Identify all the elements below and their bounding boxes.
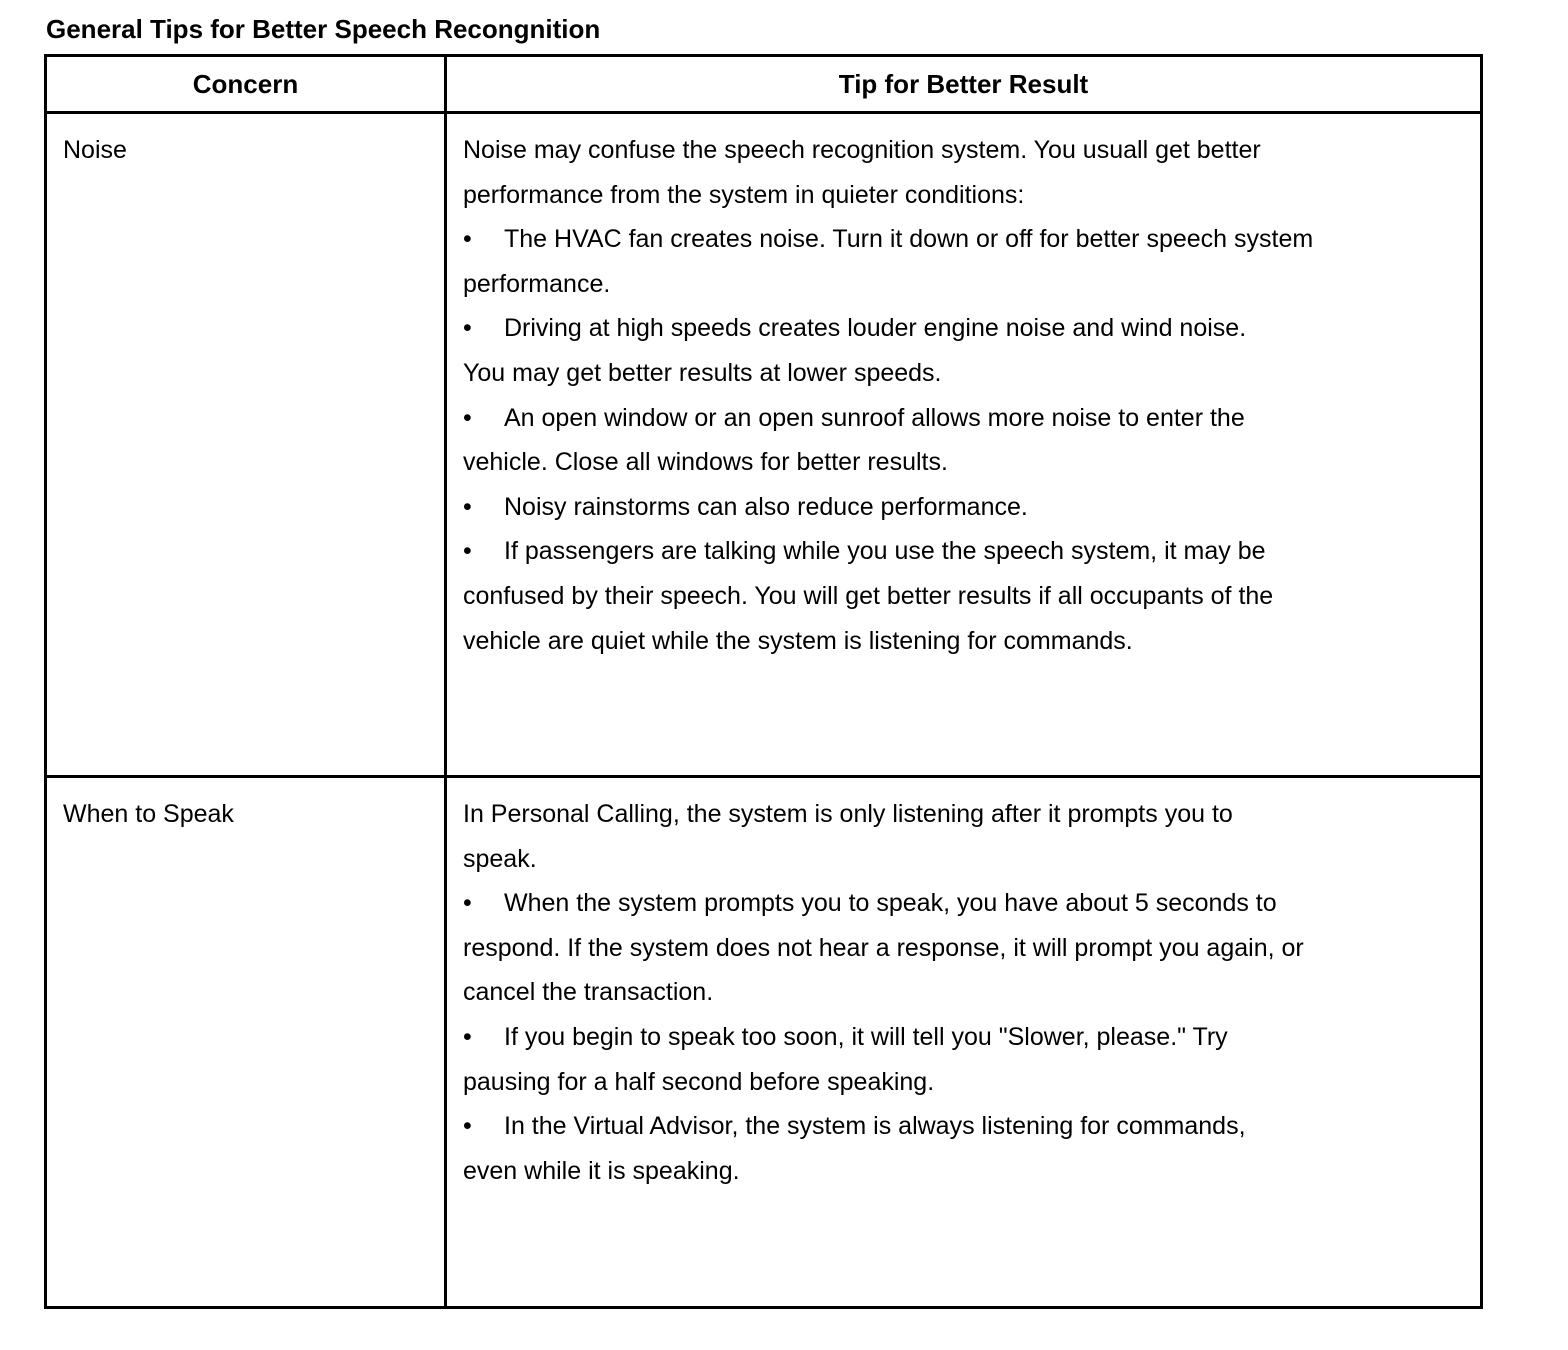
tip-bullet-line [463,485,1460,530]
tips-table [44,54,1483,1309]
concern-cell: When to Speak [46,777,446,1308]
tip-cell [446,777,1482,1308]
tip-bullet-text: The HVAC fan creates noise. Turn it down or off for better speech system [504,225,1314,254]
column-header-tip: Tip for Better Result [446,56,1482,113]
bullet-icon: • [463,1112,472,1141]
tip-bullet-line [463,306,1460,351]
tip-text-line: vehicle. Close all windows for better results. [463,448,948,477]
tip-bullet-text: If passengers are talking while you use the speech system, it may be [504,537,1266,566]
tip-bullet-text: An open window or an open sunroof allows more noise to enter the [504,403,1245,432]
tip-bullet-text: Noisy rainstorms can also reduce performance. [504,492,1028,521]
tip-text-line: performance. [463,269,611,298]
tip-bullet-line [463,217,1460,262]
tip-cell [446,113,1482,777]
tip-bullet-line [463,1104,1460,1149]
bullet-icon: • [463,314,472,343]
tip-bullet-line [463,1015,1460,1060]
table-header-row [46,56,1482,113]
tip-bullet-text: Driving at high speeds creates louder engine noise and wind noise. [504,314,1247,343]
tip-text-line: even while it is speaking. [463,1156,740,1185]
bullet-icon: • [463,889,472,918]
tip-bullet-text: In the Virtual Advisor, the system is always listening for commands, [504,1112,1246,1141]
tip-text-line: Noise may confuse the speech recognition system. You usuall get better [463,136,1261,164]
table-row-noise [46,113,1482,777]
tip-text-line: respond. If the system does not hear a response, it will prompt you again, or [463,933,1304,962]
tip-text-line: cancel the transaction. [463,978,714,1007]
tip-text-line: You may get better results at lower speeds. [463,358,942,387]
tip-text-line: vehicle are quiet while the system is listening for commands. [463,626,1133,655]
column-header-concern: Concern [46,56,446,113]
bullet-icon: • [463,225,472,254]
page-title: General Tips for Better Speech Recongnition [46,14,601,44]
tip-bullet-text: If you begin to speak too soon, it will tell you "Slower, please." Try [504,1022,1228,1051]
tip-text-line: performance from the system in quieter conditions: [463,180,1025,209]
bullet-icon: • [463,1022,472,1051]
bullet-icon: • [463,492,472,521]
tip-bullet-text: When the system prompts you to speak, you have about 5 seconds to [504,889,1277,918]
tip-bullet-line [463,529,1460,574]
tip-bullet-line [463,881,1460,926]
tip-text-line: In Personal Calling, the system is only listening after it prompts you to [463,800,1233,828]
tip-text-line: pausing for a half second before speaking. [463,1067,935,1096]
bullet-icon: • [463,537,472,566]
tip-bullet-line [463,396,1460,441]
tip-text-line: speak. [463,844,537,873]
concern-cell: Noise [46,113,446,777]
table-row-when-to-speak [46,777,1482,1308]
bullet-icon: • [463,403,472,432]
tip-text-line: confused by their speech. You will get better results if all occupants of the [463,581,1274,610]
